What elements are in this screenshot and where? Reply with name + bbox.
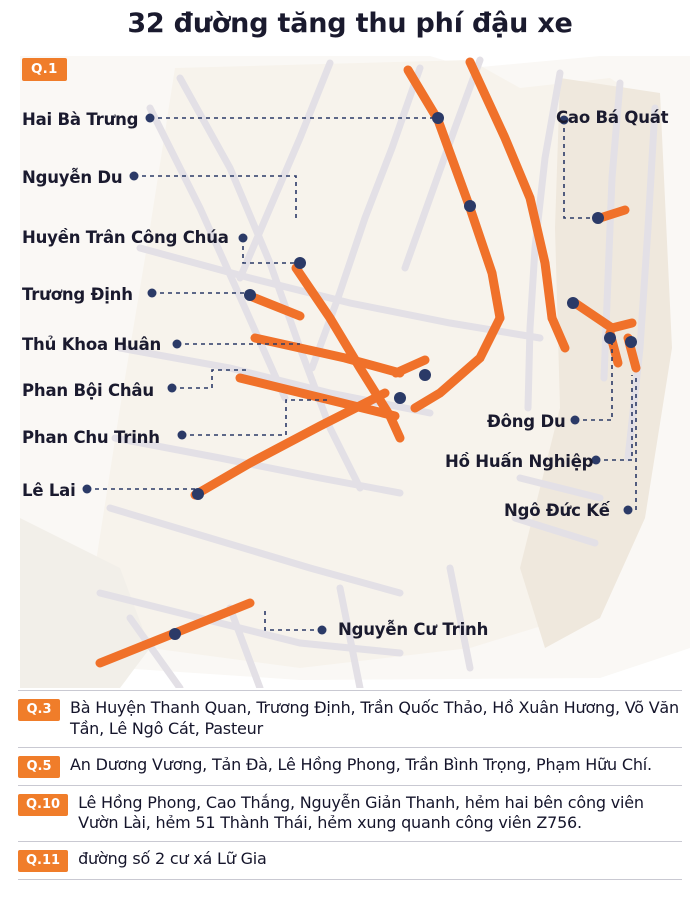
street-label-cao-ba-quat: Cao Bá Quát bbox=[556, 108, 669, 127]
street-label-thu-khoa-huan: Thủ Khoa Huân bbox=[22, 335, 162, 354]
street-label-ngo-duc-ke: Ngô Đức Kế bbox=[504, 501, 610, 520]
district-badge-q1: Q.1 bbox=[22, 58, 67, 81]
page-title: 32 đường tăng thu phí đậu xe bbox=[127, 8, 573, 39]
map-container bbox=[0, 48, 700, 688]
street-label-dong-du: Đông Du bbox=[487, 412, 566, 431]
street-label-hai-ba-trung: Hai Bà Trưng bbox=[22, 110, 139, 129]
legend-row bbox=[18, 690, 682, 747]
legend-row bbox=[18, 785, 682, 842]
street-label-phan-boi-chau: Phan Bội Châu bbox=[22, 381, 154, 400]
street-label-huyen-tran-cong-chua: Huyền Trân Công Chúa bbox=[22, 228, 229, 247]
street-label-le-lai: Lê Lai bbox=[22, 481, 76, 500]
street-label-nguyen-du: Nguyễn Du bbox=[22, 168, 123, 187]
legend-row bbox=[18, 747, 682, 785]
legend-text-q11: đường số 2 cư xá Lữ Gia bbox=[78, 849, 267, 869]
legend-text-q5: An Dương Vương, Tản Đà, Lê Hồng Phong, Trần Bình Trọng, Phạm Hữu Chí. bbox=[70, 754, 652, 774]
street-label-ho-huan-nghiep: Hồ Huấn Nghiệp bbox=[445, 452, 594, 471]
legend-text-q10: Lê Hồng Phong, Cao Thắng, Nguyễn Giản Thanh, hẻm hai bên công viên Vườn Lài, hẻm 51 Thành Thái, hẻm xung quanh công viên Z756. bbox=[78, 792, 644, 833]
legend-row bbox=[18, 841, 682, 880]
legend-tag-q10: Q.10 bbox=[18, 794, 68, 816]
legend-text-q3: Bà Huyện Thanh Quan, Trương Định, Trần Quốc Thảo, Hồ Xuân Hương, Võ Văn Tần, Lê Ngô Cát, Pasteur bbox=[70, 698, 679, 738]
street-label-nguyen-cu-trinh: Nguyễn Cư Trinh bbox=[338, 620, 489, 639]
street-label-truong-dinh: Trương Định bbox=[22, 285, 133, 304]
map-graphic bbox=[0, 48, 700, 688]
legend-tag-q11: Q.11 bbox=[18, 850, 68, 872]
legend-tag-q5: Q.5 bbox=[18, 756, 60, 778]
legend-tag-q3: Q.3 bbox=[18, 699, 60, 721]
legend-list bbox=[18, 690, 682, 880]
street-label-phan-chu-trinh: Phan Chu Trinh bbox=[22, 428, 160, 447]
